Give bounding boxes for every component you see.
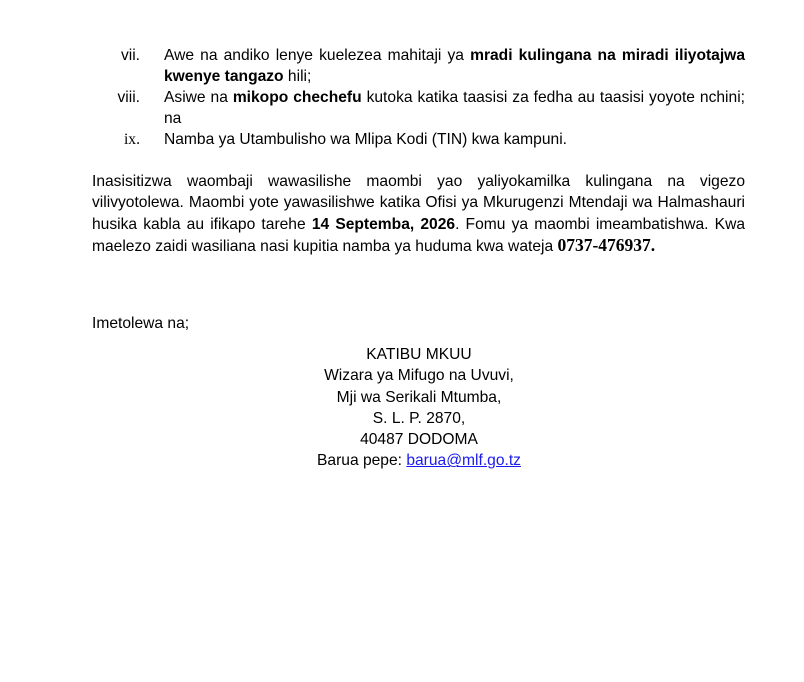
emphasis-text: mikopo chechefu [232, 89, 362, 106]
email-label: Barua pepe: [317, 452, 407, 470]
signatory-title: KATIBU MKUU [366, 346, 472, 363]
email-link[interactable]: barua@mlf.go.tz [406, 452, 521, 470]
list-numeral: ix. [123, 131, 140, 148]
list-item-text: Namba ya Utambulisho wa Mlipa Kodi (TIN) kwa kampuni. [164, 131, 567, 148]
signature-block [219, 344, 619, 472]
issued-by-label: Imetolewa na; [92, 315, 190, 332]
list-numeral: vii. [120, 47, 140, 64]
city-postcode: 40487 DODOMA [360, 431, 478, 449]
ministry-name: Wizara ya Mifugo na Uvuvi, [324, 367, 514, 385]
notice-paragraph: Inasisitizwa waombaji wawasilishe maombi yao yaliyokamilka kulingana na vigezo vilivyotolewa. Maombi yote yawasilishwe katika Ofisi ya Mkurugenzi Mtendaji wa Halmashauri husika kabla au ifikapo tarehe 14 Septemba, 2026. Fomu ya maombi imeambatishwa. Kwa maelezo zaidi wasiliana nasi kupitia namba ya huduma kwa wateja 0737-476937. [92, 173, 746, 256]
emphasis-text: mradi kulingana na miradi iliyotajwa kwenye tangazo [164, 47, 745, 85]
deadline-date: 14 Septemba, 2026 [311, 215, 456, 233]
list-item-text: Awe na andiko lenye kuelezea mahitaji ya mradi kulingana na miradi iliyotajwa kwenye tangazo hili; [164, 47, 745, 85]
po-box: S. L. P. 2870, [372, 409, 466, 427]
email-line [219, 450, 619, 471]
customer-service-phone: 0737-476937. [557, 235, 656, 256]
town-name: Mji wa Serikali Mtumba, [336, 388, 502, 406]
list-item-text: Asiwe na mikopo chechefu kutoka katika taasisi za fedha au taasisi yoyote nchini; na [164, 89, 745, 127]
list-numeral: viii. [117, 89, 140, 106]
